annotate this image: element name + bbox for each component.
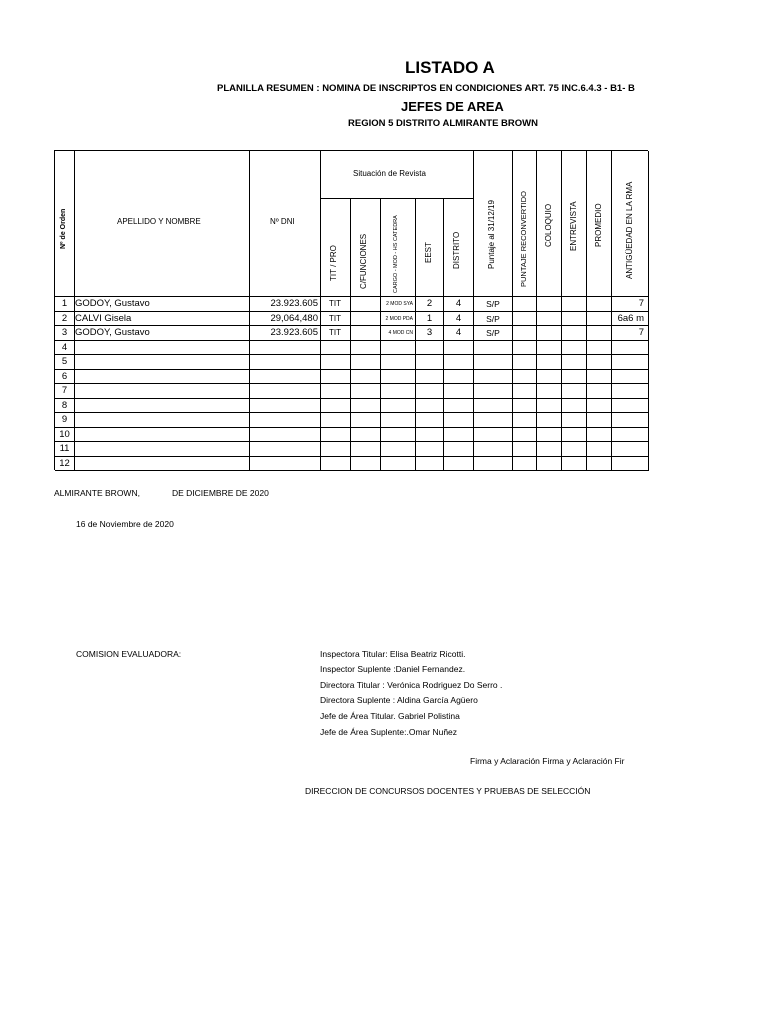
cell-distrito-text: 4: [455, 327, 462, 338]
col-reconvertido-label: PUNTAJE RECONVERTIDO: [519, 191, 528, 287]
cell-coloquio: [537, 413, 562, 428]
cell-eest-text: 1: [426, 312, 433, 324]
cell-orden-text: 12: [59, 457, 70, 469]
cell-reconvertido: [513, 399, 537, 414]
col-dni-label: Nº DNI: [270, 217, 295, 226]
cell-funciones: [351, 312, 381, 327]
col-puntaje-label: Puntaje al 31/12/19: [487, 200, 496, 269]
cell-puntaje: [474, 442, 513, 457]
cell-coloquio: [537, 326, 562, 341]
cell-puntaje-text: S/P: [486, 299, 500, 309]
cell-tit-text: TIT: [329, 299, 341, 308]
cell-eest: [416, 457, 444, 472]
cell-promedio: [587, 384, 612, 399]
cell-reconvertido: [513, 370, 537, 385]
cell-dni-text: 29,064,480: [270, 312, 318, 324]
cell-nombre: [75, 297, 250, 312]
cell-dni: [250, 326, 321, 341]
cell-puntaje: [474, 312, 513, 327]
header-cell-antiguedad: [612, 151, 649, 297]
col-eest-label: EEST: [424, 242, 433, 263]
cell-promedio: [587, 413, 612, 428]
header-cell-promedio: [587, 151, 612, 297]
cell-funciones: [351, 355, 381, 370]
cell-cargo: [381, 341, 416, 356]
cell-tit: [321, 297, 351, 312]
cell-reconvertido: [513, 355, 537, 370]
cell-cargo-text: 2 MOD PDA: [385, 315, 413, 322]
cell-distrito: [444, 370, 474, 385]
cell-antiguedad-text: 7: [638, 298, 644, 309]
cell-puntaje: [474, 428, 513, 443]
cell-puntaje: [474, 326, 513, 341]
col-promedio-label: PROMEDIO: [594, 203, 603, 247]
cell-antiguedad: [612, 341, 649, 356]
cell-orden: [55, 442, 75, 457]
cell-coloquio: [537, 457, 562, 472]
cell-eest: [416, 384, 444, 399]
cell-distrito: [444, 442, 474, 457]
member-4: Directora Suplente : Aldina García Agüero: [320, 695, 478, 705]
col-antiguedad-label: ANTIGÜEDAD EN LA RMA: [625, 181, 634, 279]
table-row: [55, 297, 649, 312]
cell-promedio: [587, 326, 612, 341]
header-cell-coloquio: [537, 151, 562, 297]
cell-puntaje: [474, 355, 513, 370]
table-row: [55, 442, 649, 457]
date-secondary: 16 de Noviembre de 2020: [76, 519, 174, 529]
cell-funciones: [351, 370, 381, 385]
cell-dni: [250, 428, 321, 443]
cell-nombre-text: CALVI Gisela: [75, 312, 132, 324]
table-row: [55, 370, 649, 385]
cell-nombre-text: GODOY, Gustavo: [75, 327, 150, 338]
cell-puntaje: [474, 399, 513, 414]
cell-orden: [55, 341, 75, 356]
cell-puntaje: [474, 341, 513, 356]
cell-promedio: [587, 428, 612, 443]
cell-puntaje: [474, 370, 513, 385]
cell-dni: [250, 413, 321, 428]
cell-antiguedad: [612, 457, 649, 472]
cell-nombre: [75, 384, 250, 399]
cell-entrevista: [562, 312, 587, 327]
cell-funciones: [351, 413, 381, 428]
table-row: [55, 312, 649, 327]
cell-entrevista: [562, 457, 587, 472]
cell-orden-text: 8: [61, 399, 68, 411]
cell-antiguedad: [612, 399, 649, 414]
header-cell-reconvertido: [513, 151, 537, 297]
cell-distrito: [444, 312, 474, 327]
col-distrito-label: DISTRITO: [452, 231, 461, 269]
member-6: Jefe de Área Suplente:.Omar Nuñez: [320, 727, 458, 737]
cell-dni: [250, 442, 321, 457]
header-cell-situacion: [321, 151, 474, 199]
cell-funciones: [351, 384, 381, 399]
cell-funciones: [351, 341, 381, 356]
cell-orden: [55, 370, 75, 385]
cell-antiguedad: [612, 413, 649, 428]
cell-funciones: [351, 457, 381, 472]
cell-dni: [250, 384, 321, 399]
cell-orden: [55, 326, 75, 341]
header-cell-puntaje: [474, 151, 513, 297]
cell-orden-text: 3: [61, 327, 68, 338]
cell-promedio: [587, 355, 612, 370]
cell-eest: [416, 297, 444, 312]
group-situacion-label: Situación de Revista: [353, 169, 426, 178]
cell-eest: [416, 428, 444, 443]
cell-orden: [55, 413, 75, 428]
cell-entrevista: [562, 370, 587, 385]
page-subtitle: PLANILLA RESUMEN : NOMINA DE INSCRIPTOS EN CONDICIONES ART. 75 INC.6.4.3 - B1- B: [217, 83, 635, 94]
header-cell-funciones: [351, 199, 381, 297]
cell-orden-text: 2: [61, 312, 68, 324]
cell-dni: [250, 355, 321, 370]
cell-nombre: [75, 355, 250, 370]
table-row: [55, 355, 649, 370]
cell-antiguedad: [612, 312, 649, 327]
cell-cargo-text: 4 MOD CN: [388, 330, 413, 336]
cell-distrito: [444, 341, 474, 356]
cell-distrito: [444, 428, 474, 443]
cell-orden-text: 5: [61, 356, 68, 367]
cell-reconvertido: [513, 326, 537, 341]
cell-dni-text: 23.923.605: [270, 327, 318, 338]
cell-reconvertido: [513, 442, 537, 457]
date-line: DE DICIEMBRE DE 2020: [172, 488, 269, 498]
cell-orden: [55, 312, 75, 327]
cell-orden-text: 1: [61, 298, 68, 309]
col-tit-label: TIT / PRO: [329, 245, 338, 281]
cell-puntaje: [474, 297, 513, 312]
cell-dni: [250, 341, 321, 356]
cell-orden: [55, 399, 75, 414]
cell-cargo: [381, 384, 416, 399]
cell-antiguedad-text: 6a6 m: [617, 312, 644, 324]
table-row: [55, 399, 649, 414]
cell-reconvertido: [513, 297, 537, 312]
cell-cargo: [381, 442, 416, 457]
cell-eest-text: 2: [426, 298, 433, 309]
cell-nombre: [75, 442, 250, 457]
cell-eest: [416, 355, 444, 370]
cell-reconvertido: [513, 457, 537, 472]
cell-distrito: [444, 326, 474, 341]
cell-dni-text: 23.923.605: [270, 298, 318, 309]
cell-entrevista: [562, 442, 587, 457]
cell-antiguedad: [612, 428, 649, 443]
cell-dni: [250, 312, 321, 327]
cell-orden: [55, 297, 75, 312]
cell-coloquio: [537, 370, 562, 385]
cell-eest: [416, 312, 444, 327]
member-5: Jefe de Área Titular. Gabriel Polistina: [320, 711, 460, 721]
header-cell-entrevista: [562, 151, 587, 297]
col-coloquio-label: COLOQUIO: [544, 203, 553, 247]
cell-cargo: [381, 413, 416, 428]
cell-coloquio: [537, 384, 562, 399]
cell-nombre: [75, 312, 250, 327]
cell-cargo: [381, 355, 416, 370]
cell-tit: [321, 312, 351, 327]
cell-nombre: [75, 341, 250, 356]
col-cargo-label: CARGO - MOD - HS CATEDRA: [393, 215, 399, 293]
direccion-label: DIRECCION DE CONCURSOS DOCENTES Y PRUEBAS DE SELECCIÓN: [305, 786, 591, 796]
cell-dni: [250, 370, 321, 385]
cell-tit-text: TIT: [329, 313, 341, 323]
cell-funciones: [351, 399, 381, 414]
cell-promedio: [587, 399, 612, 414]
cell-orden-text: 4: [61, 341, 68, 353]
place-label: ALMIRANTE BROWN,: [54, 488, 140, 498]
cell-coloquio: [537, 399, 562, 414]
cell-entrevista: [562, 355, 587, 370]
cell-distrito: [444, 297, 474, 312]
header-cell-distrito: [444, 199, 474, 297]
cell-entrevista: [562, 326, 587, 341]
cell-orden: [55, 384, 75, 399]
member-3: Directora Titular : Verónica Rodriguez Do Serro .: [320, 680, 503, 690]
role-heading: JEFES DE AREA: [401, 99, 504, 114]
cell-nombre: [75, 413, 250, 428]
cell-coloquio: [537, 442, 562, 457]
cell-distrito: [444, 413, 474, 428]
cell-funciones: [351, 428, 381, 443]
cell-reconvertido: [513, 341, 537, 356]
cell-promedio: [587, 341, 612, 356]
cell-distrito: [444, 384, 474, 399]
cell-antiguedad: [612, 326, 649, 341]
cell-coloquio: [537, 312, 562, 327]
cell-orden-text: 11: [59, 443, 70, 454]
cell-entrevista: [562, 413, 587, 428]
region-heading: REGION 5 DISTRITO ALMIRANTE BROWN: [348, 118, 538, 129]
inscriptos-table: [54, 150, 648, 470]
cell-orden-text: 10: [59, 428, 70, 440]
cell-cargo: [381, 370, 416, 385]
cell-antiguedad: [612, 370, 649, 385]
cell-nombre: [75, 370, 250, 385]
header-cell-tit: [321, 199, 351, 297]
cell-tit: [321, 341, 351, 356]
cell-funciones: [351, 297, 381, 312]
cell-dni: [250, 297, 321, 312]
col-funciones-label: C/FUNCIONES: [359, 233, 368, 289]
cell-tit: [321, 384, 351, 399]
cell-distrito: [444, 355, 474, 370]
member-1: Inspectora Titular: Elisa Beatriz Ricotti.: [320, 649, 466, 659]
page-title: LISTADO A: [405, 58, 495, 77]
cell-orden: [55, 355, 75, 370]
cell-promedio: [587, 370, 612, 385]
cell-nombre-text: GODOY, Gustavo: [75, 298, 150, 309]
cell-entrevista: [562, 428, 587, 443]
cell-orden-text: 9: [61, 414, 68, 425]
cell-coloquio: [537, 341, 562, 356]
cell-puntaje: [474, 457, 513, 472]
cell-cargo: [381, 312, 416, 327]
cell-tit: [321, 428, 351, 443]
cell-promedio: [587, 297, 612, 312]
cell-cargo-text: 2 MOD SYA: [386, 301, 413, 307]
cell-antiguedad: [612, 297, 649, 312]
cell-eest: [416, 326, 444, 341]
header-cell-orden: [55, 151, 75, 297]
cell-eest: [416, 399, 444, 414]
cell-promedio: [587, 457, 612, 472]
cell-puntaje-text: S/P: [486, 313, 500, 324]
cell-puntaje: [474, 384, 513, 399]
cell-coloquio: [537, 297, 562, 312]
cell-distrito-text: 4: [455, 298, 462, 309]
table-row: [55, 457, 649, 472]
cell-reconvertido: [513, 428, 537, 443]
header-cell-dni: [250, 151, 321, 297]
col-orden-label: Nº de Orden: [60, 208, 67, 249]
cell-distrito: [444, 457, 474, 472]
cell-cargo: [381, 457, 416, 472]
cell-entrevista: [562, 297, 587, 312]
member-2: Inspector Suplente :Daniel Fernandez.: [320, 664, 466, 674]
header-cell-nombre: [75, 151, 250, 297]
cell-eest: [416, 442, 444, 457]
cell-promedio: [587, 442, 612, 457]
cell-promedio: [587, 312, 612, 327]
cell-orden: [55, 428, 75, 443]
cell-antiguedad: [612, 442, 649, 457]
cell-antiguedad: [612, 355, 649, 370]
cell-antiguedad-text: 7: [638, 327, 644, 338]
cell-funciones: [351, 326, 381, 341]
cell-tit: [321, 370, 351, 385]
cell-reconvertido: [513, 312, 537, 327]
cell-eest: [416, 413, 444, 428]
cell-distrito: [444, 399, 474, 414]
header-cell-cargo: [381, 199, 416, 297]
cell-orden: [55, 457, 75, 472]
table-row: [55, 428, 649, 443]
col-nombre-label: APELLIDO Y NOMBRE: [117, 217, 201, 226]
cell-orden-text: 6: [61, 370, 68, 382]
col-entrevista-label: ENTREVISTA: [569, 201, 578, 251]
cell-tit: [321, 399, 351, 414]
cell-cargo: [381, 326, 416, 341]
cell-dni: [250, 457, 321, 472]
cell-funciones: [351, 442, 381, 457]
cell-distrito-text: 4: [455, 312, 462, 324]
cell-nombre: [75, 399, 250, 414]
cell-puntaje-text: S/P: [486, 328, 500, 338]
cell-tit: [321, 457, 351, 472]
cell-nombre: [75, 326, 250, 341]
cell-entrevista: [562, 341, 587, 356]
cell-tit: [321, 326, 351, 341]
cell-antiguedad: [612, 384, 649, 399]
cell-tit-text: TIT: [329, 328, 341, 337]
cell-entrevista: [562, 399, 587, 414]
cell-tit: [321, 442, 351, 457]
header-cell-eest: [416, 199, 444, 297]
cell-tit: [321, 355, 351, 370]
table-row: [55, 384, 649, 399]
cell-cargo: [381, 399, 416, 414]
cell-nombre: [75, 428, 250, 443]
cell-cargo: [381, 428, 416, 443]
table-row: [55, 413, 649, 428]
cell-reconvertido: [513, 413, 537, 428]
firma-line: Firma y Aclaración Firma y Aclaración Fir: [470, 756, 625, 766]
cell-tit: [321, 413, 351, 428]
cell-eest: [416, 341, 444, 356]
cell-eest-text: 3: [426, 327, 433, 338]
cell-eest: [416, 370, 444, 385]
cell-coloquio: [537, 428, 562, 443]
comision-label: COMISION EVALUADORA:: [76, 649, 182, 659]
cell-cargo: [381, 297, 416, 312]
cell-orden-text: 7: [61, 385, 68, 396]
cell-dni: [250, 399, 321, 414]
cell-puntaje: [474, 413, 513, 428]
cell-reconvertido: [513, 384, 537, 399]
table-row: [55, 341, 649, 356]
table-row: [55, 326, 649, 341]
cell-entrevista: [562, 384, 587, 399]
cell-coloquio: [537, 355, 562, 370]
cell-nombre: [75, 457, 250, 472]
